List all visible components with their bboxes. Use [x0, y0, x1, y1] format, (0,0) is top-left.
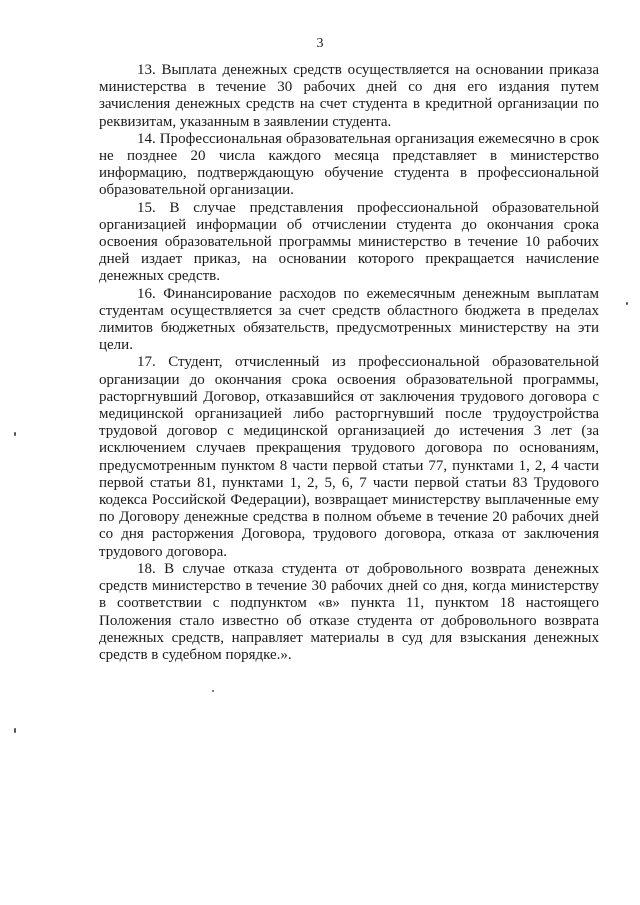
scan-speck [14, 728, 16, 733]
paragraph-18: 18. В случае отказа студента от добровольного возврата денежных средств министерство в течение 30 рабочих дней со дня, когда министерству в соответствии с подпунктом «в» пункта 11, пунктом 18 настоящего Положения стало известно об отказе студента от добровольного возврата денежных средств, направляет материалы в суд для взыскания денежных средств в судебном порядке.». [99, 560, 599, 663]
scan-speck [14, 432, 16, 436]
paragraph-13: 13. Выплата денежных средств осуществляется на основании приказа министерства в течение 30 рабочих дней со дня его издания путем зачисления денежных средств на счет студента в кредитной организации по реквизитам, указанным в заявлении студента. [99, 62, 599, 130]
paragraph-15: 15. В случае представления профессиональной образовательной организацией информации об отчислении студента до окончания срока освоения образовательной программы министерство в течение 10 рабочих дней издает приказ, на основании которого прекращается начисление денежных средств. [99, 199, 599, 285]
paragraph-17: 17. Студент, отчисленный из профессиональной образовательной организации до окончания срока освоения образовательной программы, расторгнувший Договор, отказавшийся от заключения трудового договора с медицинской организацией либо расторгнувший после трудоустройства трудовой договор с медицинской организацией до истечения 3 лет (за исключением случаев прекращения трудового договора по основаниям, предусмотренным пунктом 8 части первой статьи 77, пунктами 1, 2, 4 части первой статьи 81, пунктами 1, 2, 5, 6, 7 части первой статьи 83 Трудового кодекса Российской Федерации), возвращает министерству выплаченные ему по Договору денежные средства в полном объеме в течение 20 рабочих дней со дня расторжения Договора, трудового договора, отказа от заключения трудового договора. [99, 354, 599, 560]
paragraph-16: 16. Финансирование расходов по ежемесячным денежным выплатам студентам осуществляется за счет средств областного бюджета в пределах лимитов бюджетных обязательств, предусмотренных министерству на эти цели. [99, 285, 599, 354]
page-number: 3 [316, 36, 324, 51]
document-body [99, 62, 599, 664]
scan-speck [212, 690, 214, 692]
paragraph-14: 14. Профессиональная образовательная организация ежемесячно в срок не позднее 20 числа каждого месяца представляет в министерство информацию, подтверждающую обучение студента в профессиональной образовательной организации. [99, 130, 599, 199]
scan-speck [626, 302, 628, 305]
